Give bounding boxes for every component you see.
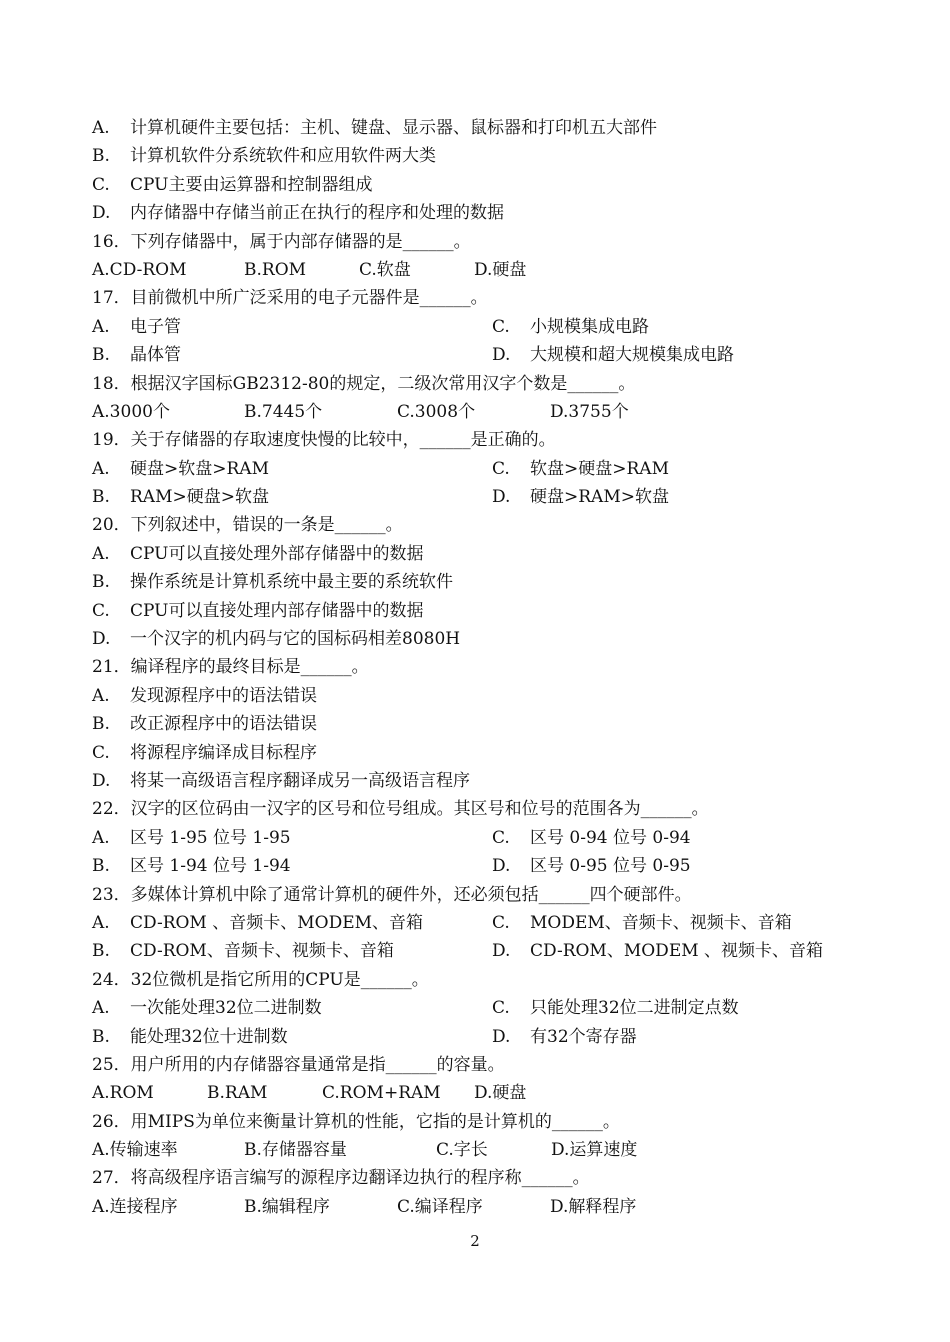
option-text: 小规模集成电路: [530, 316, 649, 337]
option-label: A.: [92, 118, 110, 138]
option-label: B.: [92, 1026, 110, 1047]
option: C.软盘: [359, 259, 411, 280]
option-text: 硬盘>软盘>RAM: [130, 458, 269, 479]
option: [492, 341, 892, 369]
option-line: [92, 767, 882, 795]
option-pair: [92, 483, 882, 511]
option-label: A.: [92, 316, 110, 337]
option: [92, 994, 492, 1022]
question-stem: 18．根据汉字国标GB2312-80的规定，二级次常用汉字个数是______。: [92, 373, 636, 394]
option-pair: [92, 313, 882, 341]
option-label: B.: [92, 714, 110, 735]
option-text: 软盘>硬盘>RAM: [530, 458, 669, 479]
option-label: C.: [92, 174, 110, 195]
option-text: 内存储器中存储当前正在执行的程序和处理的数据: [130, 203, 504, 224]
option-line: [92, 199, 882, 227]
option-line: [92, 540, 882, 568]
option-label: A.: [92, 685, 110, 706]
option-label: C.: [492, 998, 510, 1019]
option-pair: [92, 455, 882, 483]
option-pair: [92, 852, 882, 880]
option-label: B.: [92, 572, 110, 593]
option-label: A.: [92, 827, 110, 848]
question-stem: 26．用MIPS为单位来衡量计算机的性能，它指的是计算机的______。: [92, 1111, 620, 1132]
option: A.ROM: [92, 1083, 154, 1104]
option: B.RAM: [207, 1083, 268, 1104]
option-text: CD-ROM 、音频卡、MODEM、音箱: [130, 912, 424, 933]
option: [92, 313, 492, 341]
option-text: 区号 1-94 位号 1-94: [130, 856, 291, 877]
option-row: [92, 1136, 882, 1164]
option-text: 发现源程序中的语法错误: [130, 685, 317, 706]
question-stem: 24．32位微机是指它所用的CPU是______。: [92, 969, 429, 990]
option-label: A.: [92, 998, 110, 1019]
option-label: D.: [92, 770, 111, 791]
option: [492, 852, 892, 880]
option-text: 计算机软件分系统软件和应用软件两大类: [130, 146, 436, 167]
question-stem: 23．多媒体计算机中除了通常计算机的硬件外，还必须包括______四个硬部件。: [92, 884, 692, 905]
option-text: CD-ROM、音频卡、视频卡、音箱: [130, 941, 394, 962]
option-text: 晶体管: [130, 345, 181, 366]
option-text: 有32个寄存器: [530, 1026, 637, 1047]
option-text: CPU可以直接处理外部存储器中的数据: [130, 543, 424, 564]
option: A.3000个: [92, 401, 170, 422]
question-stem: 27．将高级程序语言编写的源程序边翻译边执行的程序称______。: [92, 1168, 590, 1189]
option-label: A.: [92, 912, 110, 933]
option: B.编辑程序: [244, 1196, 330, 1217]
option: C.ROM+RAM: [322, 1083, 441, 1104]
question-stem: 22．汉字的区位码由一汉字的区号和位号组成。其区号和位号的范围各为______。: [92, 799, 709, 820]
option-text: 能处理32位十进制数: [130, 1026, 288, 1047]
option: D.3755个: [550, 401, 629, 422]
option-label: D.: [492, 856, 511, 877]
option: [92, 341, 492, 369]
option: D.硬盘: [474, 259, 527, 280]
option-label: C.: [92, 600, 110, 621]
option-text: 区号 0-95 位号 0-95: [530, 856, 691, 877]
option-text: 硬盘>RAM>软盘: [530, 487, 669, 508]
option-pair: [92, 824, 882, 852]
option-label: B.: [92, 941, 110, 962]
option-text: 区号 1-95 位号 1-95: [130, 827, 291, 848]
question-stem: 25．用户所用的内存储器容量通常是指______的容量。: [92, 1054, 505, 1075]
option-text: MODEM、音频卡、视频卡、音箱: [530, 912, 792, 933]
option-label: C.: [492, 827, 510, 848]
option-text: 改正源程序中的语法错误: [130, 714, 317, 735]
option: [492, 1023, 892, 1051]
page-number: 2: [470, 1232, 480, 1250]
option-label: D.: [492, 1026, 511, 1047]
option: C.3008个: [397, 401, 476, 422]
option-pair: [92, 937, 882, 965]
option: B.ROM: [244, 259, 307, 280]
option-label: D.: [92, 629, 111, 650]
option: A.CD-ROM: [92, 259, 187, 280]
option-label: B.: [92, 345, 110, 366]
option: A.连接程序: [92, 1196, 178, 1217]
option-label: B.: [92, 146, 110, 167]
option: [492, 824, 892, 852]
option: [492, 455, 892, 483]
option: C.字长: [436, 1140, 488, 1161]
option-row: [92, 1079, 882, 1107]
option-label: C.: [492, 458, 510, 479]
option-text: 区号 0-94 位号 0-94: [530, 827, 691, 848]
option-text: 一次能处理32位二进制数: [130, 998, 322, 1019]
option-text: 计算机硬件主要包括：主机、键盘、显示器、鼠标器和打印机五大部件: [130, 118, 657, 138]
question-stem: 17．目前微机中所广泛采用的电子元器件是______。: [92, 288, 488, 309]
option-text: 一个汉字的机内码与它的国标码相差8080H: [130, 629, 461, 650]
option-label: D.: [92, 203, 111, 224]
option-line: [92, 625, 882, 653]
option: D.硬盘: [474, 1083, 527, 1104]
option-text: CD-ROM、MODEM 、视频卡、音箱: [530, 941, 824, 962]
option-text: 操作系统是计算机系统中最主要的系统软件: [130, 572, 453, 593]
option-pair: [92, 341, 882, 369]
exam-page: [92, 114, 882, 1221]
question-stem: 21．编译程序的最终目标是______。: [92, 657, 369, 678]
option: B.存储器容量: [244, 1140, 347, 1161]
option: [492, 909, 892, 937]
option: [92, 852, 492, 880]
option: [92, 1023, 492, 1051]
option-line: [92, 171, 882, 199]
option: [92, 937, 492, 965]
option-label: A.: [92, 543, 110, 564]
option-pair: [92, 994, 882, 1022]
option: [92, 483, 492, 511]
option-line: [92, 597, 882, 625]
option-line: [92, 710, 882, 738]
question-stem: 20．下列叙述中，错误的一条是______。: [92, 515, 403, 536]
option-label: B.: [92, 856, 110, 877]
option-row: [92, 398, 882, 426]
option-row: [92, 1193, 882, 1221]
option-text: 电子管: [130, 316, 181, 337]
option-line: [92, 739, 882, 767]
option: [492, 483, 892, 511]
option-label: D.: [492, 941, 511, 962]
option-label: D.: [492, 345, 511, 366]
option-line: [92, 142, 882, 170]
option-row: [92, 256, 882, 284]
option-text: 只能处理32位二进制定点数: [530, 998, 739, 1019]
option: [492, 994, 892, 1022]
option-label: A.: [92, 458, 110, 479]
option-pair: [92, 1023, 882, 1051]
option-text: CPU主要由运算器和控制器组成: [130, 174, 373, 195]
question-stem: 16．下列存储器中，属于内部存储器的是______。: [92, 231, 471, 252]
option-text: CPU可以直接处理内部存储器中的数据: [130, 600, 424, 621]
option: A.传输速率: [92, 1140, 178, 1161]
option-text: 将源程序编译成目标程序: [130, 742, 317, 763]
option: [92, 455, 492, 483]
option: D.运算速度: [551, 1140, 638, 1161]
option-label: C.: [492, 912, 510, 933]
option: [492, 937, 892, 965]
option-text: 将某一高级语言程序翻译成另一高级语言程序: [130, 770, 470, 791]
option-line: [92, 568, 882, 596]
question-stem: 19．关于存储器的存取速度快慢的比较中，______是正确的。: [92, 430, 556, 451]
option-label: C.: [92, 742, 110, 763]
option: C.编译程序: [397, 1196, 483, 1217]
option: [492, 313, 892, 341]
option: [92, 824, 492, 852]
option: B.7445个: [244, 401, 323, 422]
option-text: RAM>硬盘>软盘: [130, 487, 269, 508]
option-line: [92, 114, 882, 142]
option-text: 大规模和超大规模集成电路: [530, 345, 734, 366]
option-label: D.: [492, 487, 511, 508]
option-line: [92, 682, 882, 710]
option: D.解释程序: [550, 1196, 637, 1217]
option-label: C.: [492, 316, 510, 337]
option: [92, 909, 492, 937]
option-label: B.: [92, 487, 110, 508]
option-pair: [92, 909, 882, 937]
